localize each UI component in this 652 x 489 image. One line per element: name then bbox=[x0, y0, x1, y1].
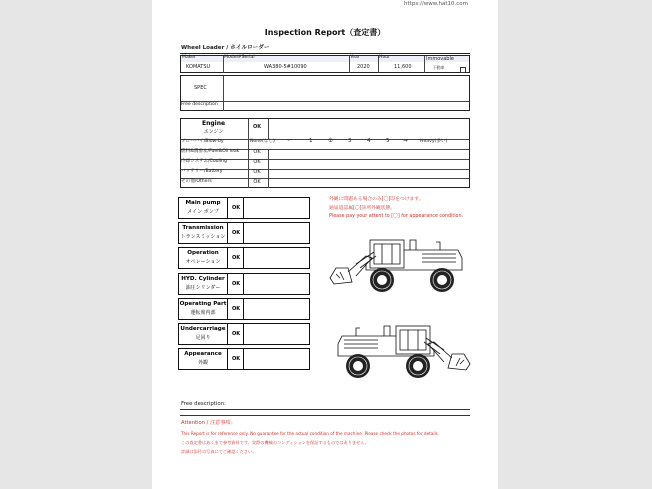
inspection-undercarriage bbox=[178, 323, 310, 345]
inspection-operating-part bbox=[178, 298, 310, 320]
engine-title-ja: エンジン bbox=[203, 129, 224, 135]
page-title: Inspection Report（査定書） bbox=[264, 28, 386, 37]
inspection-ja: メイン ポンプ bbox=[187, 209, 219, 215]
attention-line-1: This Report is for reference only. No guarantee for the actual condition of the machine. Please check the photos for details. bbox=[181, 431, 440, 436]
blowby-scale-6[interactable]: → bbox=[403, 138, 408, 144]
inspection-status: OK bbox=[231, 230, 241, 236]
inspection-status: OK bbox=[231, 306, 241, 312]
engine-row-status: OK bbox=[253, 159, 261, 165]
inspection-ja: 外観 bbox=[197, 360, 208, 366]
inspection-en: HYD. Cylinder bbox=[181, 276, 225, 282]
inspection-en: Appearance bbox=[184, 351, 222, 357]
blowby-scale-0[interactable]: ー bbox=[287, 138, 293, 144]
immovable-sub: 不動車 bbox=[433, 65, 445, 70]
engine-row-label: バッテリー/Battery bbox=[181, 169, 223, 174]
blowby-none: None(なし) bbox=[250, 139, 275, 144]
model-label: Model#Serial bbox=[224, 55, 255, 60]
inspection-en: Undercarriage bbox=[180, 326, 226, 332]
inspection-transmission bbox=[178, 222, 310, 244]
blowby-scale-3[interactable]: 3 bbox=[348, 138, 352, 144]
inspection-ja: 運転席内部 bbox=[190, 310, 216, 316]
blowby-scale-4[interactable]: 4 bbox=[367, 138, 371, 144]
blowby-scale-2[interactable]: ② bbox=[328, 138, 334, 144]
category-divider bbox=[180, 53, 470, 54]
notice-line-1: 外観に問題ある場合のみ[〇]印をつけます。 bbox=[329, 197, 424, 202]
hour-value: 11,600 bbox=[394, 64, 412, 70]
year-value: 2020 bbox=[357, 64, 370, 70]
model-value: WA380-5#10090 bbox=[264, 64, 307, 70]
inspection-status: OK bbox=[231, 255, 241, 261]
engine-title-en: Engine bbox=[201, 120, 226, 127]
inspection-status: OK bbox=[231, 205, 241, 211]
category-label: Wheel Loader / ホイルローダー bbox=[181, 45, 270, 51]
inspection-ja: 油圧シリンダー bbox=[185, 285, 221, 291]
engine-row-label: 燃料&潤滑＆/Fuel&Oil leak bbox=[181, 149, 240, 154]
inspection-status: OK bbox=[231, 281, 241, 287]
inspection-hyd-cylinder bbox=[178, 273, 310, 295]
blowby-scale-5[interactable]: 5 bbox=[386, 138, 390, 144]
inspection-en: Transmission bbox=[182, 225, 224, 231]
inspection-en: Operating Part bbox=[179, 301, 227, 307]
notice-line-3: Please pay your attent to [〇] for appearance condition. bbox=[329, 214, 464, 219]
blowby-scale-1[interactable]: 1 bbox=[309, 138, 313, 144]
inspection-main-pump bbox=[178, 197, 310, 219]
inspection-status: OK bbox=[231, 356, 241, 362]
engine-row-label: 冷却システム/Cooling bbox=[181, 159, 227, 164]
free-description-line[interactable] bbox=[180, 409, 470, 410]
engine-status: OK bbox=[252, 124, 262, 130]
free-description-line[interactable] bbox=[180, 415, 470, 416]
free-desc-label: Free description bbox=[181, 102, 218, 107]
attention-line-2: この査定書はあくまで参考資料です。実際の機械のコンディションを保証するものではありません。 bbox=[181, 440, 369, 445]
year-label: Year bbox=[350, 55, 360, 60]
inspection-en: Main pump bbox=[185, 200, 221, 206]
inspection-appearance bbox=[178, 348, 310, 370]
blowby-heavy: Heavy(多い) bbox=[420, 139, 448, 144]
blowby-label: ブローバイ/Blow-by bbox=[181, 139, 224, 144]
report-sheet bbox=[152, 0, 498, 489]
wheel-loader-left-view bbox=[326, 320, 474, 382]
spec-box bbox=[180, 75, 470, 111]
engine-row-status: OK bbox=[253, 179, 261, 185]
site-url[interactable]: https://www.hat10.com bbox=[404, 1, 468, 7]
inspection-ja: 足回り bbox=[195, 335, 211, 341]
maker-label: Maker bbox=[182, 55, 196, 60]
engine-row-label: その他/Others bbox=[181, 179, 212, 184]
inspection-ja: オペレーション bbox=[185, 259, 221, 265]
maker-value: KOMATSU bbox=[186, 64, 211, 70]
engine-row-status: OK bbox=[253, 149, 261, 155]
attention-line-3: 詳細は添付の写真にてご確認ください。 bbox=[181, 449, 257, 454]
inspection-en: Operation bbox=[187, 250, 219, 256]
wheel-loader-side-view bbox=[326, 234, 474, 296]
inspection-status: OK bbox=[231, 331, 241, 337]
hour-label: Hour bbox=[379, 55, 391, 60]
inspection-ja: トランスミッション bbox=[180, 234, 226, 240]
engine-row-status: OK bbox=[253, 169, 261, 175]
inspection-operation bbox=[178, 247, 310, 269]
immovable-label: Immovable bbox=[426, 56, 454, 62]
free-description-label: Free description: bbox=[181, 401, 226, 407]
attention-title: Attention / 注意事項： bbox=[181, 420, 236, 426]
spec-label: SPEC bbox=[194, 85, 207, 91]
notice-line-2: 通届道認属[〇]該所外観状態。 bbox=[329, 206, 396, 211]
